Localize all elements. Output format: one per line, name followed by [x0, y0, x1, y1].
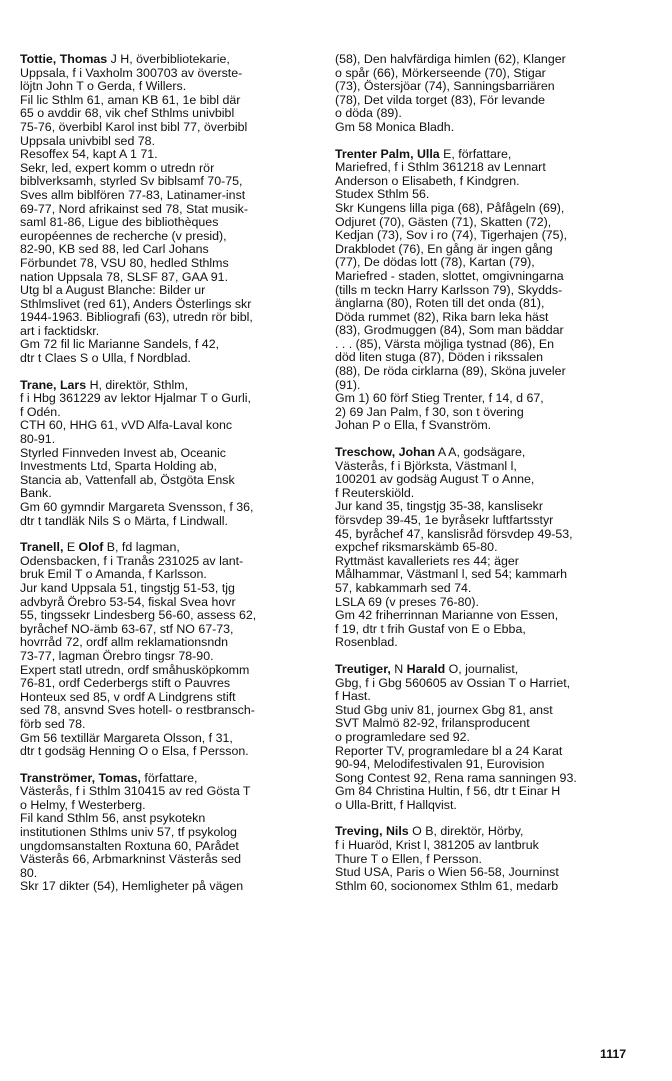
entry-line: Gm 84 Christina Hultin, f 56, dtr t Einar H: [335, 784, 561, 799]
entry-line: européennes de recherche (v presid),: [20, 228, 227, 243]
entry-name: Tranell,: [20, 540, 64, 555]
entry-line: Fil kand Sthlm 56, anst psykotekn: [20, 811, 206, 826]
entry-line: SVT Malmö 82-92, frilansproducent: [335, 716, 530, 731]
right-column: [335, 53, 635, 906]
entry-line: 80.: [20, 865, 38, 880]
entry-name-initials: E: [63, 540, 79, 555]
entry-line: (88), De röda cirklarna (89), Sköna juveler: [335, 364, 566, 379]
entry-line: f Reuterskiöld.: [335, 485, 415, 500]
entry-line: Målhammar, Västmanl l, sed 54; kammarh: [335, 567, 568, 582]
entry-line: ungdomsanstalten Roxtuna 60, PArådet: [20, 838, 239, 853]
entry-line: Gm 1) 60 förf Stieg Trenter, f 14, d 67,: [335, 391, 544, 406]
entry-line: Kedjan (73), Sov i ro (74), Tigerhajen (75),: [335, 228, 568, 243]
entry-treutiger: [335, 663, 635, 813]
entry-line: löjtn John T o Gerda, f Willers.: [20, 79, 187, 94]
entry-name: Tottie, Thomas: [20, 52, 108, 66]
page-number: 1117: [600, 1047, 627, 1061]
entry-line: (91).: [335, 377, 361, 392]
entry-line: (83), Grodmuggen (84), Som man bäddar: [335, 323, 564, 338]
entry-name-initials: N: [390, 661, 407, 676]
entry-line: o Ulla-Britt, f Hallqvist.: [335, 797, 457, 812]
entry-name: Treutiger,: [335, 661, 391, 676]
entry-name-given: Olof: [78, 540, 104, 555]
entry-line: Västerås 66, Arbmarkninst Västerås sed: [20, 852, 242, 867]
entry-line: hovrråd 72, ordf allm reklamationsndn: [20, 635, 228, 650]
entry-line: 90-94, Melodifestivalen 91, Eurovision: [335, 757, 545, 772]
entry-line: Stud Gbg univ 81, journex Gbg 81, anst: [335, 702, 553, 717]
entry-line: Uppsala, f i Vaxholm 300703 av överste-: [20, 65, 243, 80]
entry-line: Anderson o Elisabeth, f Kindgren.: [335, 173, 520, 188]
entry-tottie: [20, 53, 318, 366]
entry-line: dtr t tandläk Nils S o Märta, f Lindwall.: [20, 513, 228, 528]
entry-line: död liten stuga (87), Döden i rikssalen: [335, 350, 544, 365]
entry-line: bruk Emil T o Amanda, f Karlsson.: [20, 567, 207, 582]
entry-line: f i Huaröd, Krist l, 381205 av lantbruk: [335, 838, 539, 853]
entry-line: Sves allm biblfören 77-83, Latinamer-inst: [20, 187, 246, 202]
entry-line: J H, överbibliotekarie,: [107, 52, 230, 66]
entry-line: Förbundet 78, VSU 80, hedled Sthlms: [20, 255, 229, 270]
entry-transtromer: [20, 772, 318, 894]
entry-line: Investments Ltd, Sparta Holding ab,: [20, 459, 217, 474]
entry-line: Västerås, f i Sthlm 310415 av red Gösta T: [20, 784, 251, 799]
entry-line: Fil lic Sthlm 61, aman KB 61, 1e bibl där: [20, 92, 241, 107]
entry-line: O B, direktör, Hörby,: [408, 824, 524, 839]
entry-line: Mariefred - staden, slottet, omgivningarna: [335, 268, 564, 283]
entry-line: Döda rummet (82), Rika barn leka häst: [335, 309, 549, 324]
entry-line: Sthlm 60, socionomex Sthlm 61, medarb: [335, 878, 559, 893]
entry-line: expchef riksmarskämb 65-80.: [335, 540, 498, 555]
entry-line: Stancia ab, Vattenfall ab, Östgöta Ensk: [20, 472, 235, 487]
entry-line: CTH 60, HHG 61, vVD Alfa-Laval konc: [20, 418, 233, 433]
entry-line: Jur kand Uppsala 51, tingstjg 51-53, tjg: [20, 580, 235, 595]
entry-line: Thure T o Ellen, f Persson.: [335, 851, 482, 866]
entry-line: Gm 60 gymndir Margareta Svensson, f 36,: [20, 500, 254, 514]
entry-line: (78), Det vilda torget (83), För levande: [335, 92, 546, 107]
entry-tranell: [20, 541, 318, 759]
entry-line: Gbg, f i Gbg 560605 av Ossian T o Harriet,: [335, 675, 571, 690]
entry-line: Jur kand 35, tingstjg 35-38, kanslisekr: [335, 499, 543, 514]
entry-line: Uppsala univbibl sed 78.: [20, 133, 156, 148]
entry-treving: [335, 825, 635, 893]
entry-line: Mariefred, f i Sthlm 361218 av Lennart: [335, 160, 546, 175]
entry-line: Gm 72 fil lic Marianne Sandels, f 42,: [20, 337, 220, 352]
entry-line: Honteux sed 85, v ordf A Lindgrens stift: [20, 689, 236, 704]
entry-line: 2) 69 Jan Palm, f 30, son t övering: [335, 404, 524, 419]
entry-line: 82-90, KB sed 88, led Carl Johans: [20, 242, 209, 257]
entry-line: 76-81, ordf Cederbergs stift o Pauvres: [20, 676, 231, 691]
entry-line: saml 81-86, Ligue des bibliothèques: [20, 215, 219, 230]
entry-line: LSLA 69 (v preses 76-80).: [335, 594, 479, 609]
entry-line: 69-77, Nord afrikainst sed 78, Stat musik-: [20, 201, 248, 216]
entry-line: (77), De dödas lott (78), Kartan (79),: [335, 255, 535, 270]
entry-line: dtr t Claes S o Ulla, f Nordblad.: [20, 351, 191, 366]
entry-treschow: [335, 446, 635, 650]
entry-line: A A, godsägare,: [435, 445, 526, 460]
entry-line: Odjuret (70), Gästen (71), Skatten (72),: [335, 214, 552, 229]
entry-line: dtr t godsäg Henning O o Elsa, f Persson.: [20, 744, 249, 759]
entry-line: B, fd lagman,: [103, 540, 180, 555]
entry-line: 65 o avddir 68, vik chef Sthlms univbibl: [20, 106, 235, 121]
entry-line: änglarna (80), Roten till det onda (81),: [335, 296, 545, 311]
entry-line: 80-91.: [20, 432, 56, 447]
entry-line: Sekr, led, expert komm o utredn rör: [20, 160, 215, 175]
entry-line: f i Hbg 361229 av lektor Hjalmar T o Gurli,: [20, 391, 251, 406]
entry-line: Reporter TV, programledare bl a 24 Karat: [335, 743, 563, 758]
left-column: [20, 53, 318, 907]
entry-line: Skr Kungens lilla piga (68), Påfågeln (69),: [335, 200, 565, 215]
entry-line: Styrled Finnveden Invest ab, Oceanic: [20, 445, 226, 460]
entry-line: (58), Den halvfärdiga himlen (62), Klanger: [335, 52, 566, 66]
entry-line: Rosenblad.: [335, 635, 398, 650]
entry-name: Trenter Palm, Ulla: [335, 146, 440, 161]
entry-line: 75-76, överbibl Karol inst bibl 77, överbibl: [20, 119, 248, 134]
entry-line: art i facktidskr.: [20, 323, 100, 338]
entry-line: Skr 17 dikter (54), Hemligheter på vägen: [20, 879, 244, 894]
entry-line: institutionen Sthlms univ 57, tf psykolog: [20, 825, 237, 840]
entry-line: 57, kabkammarh sed 74.: [335, 580, 472, 595]
entry-line: Sthlmslivet (red 61), Anders Österlings skr: [20, 296, 252, 311]
entry-line: f Odén.: [20, 404, 61, 419]
entry-line: förb sed 78.: [20, 716, 86, 731]
entry-line: 73-77, lagman Örebro tingsr 78-90.: [20, 648, 214, 663]
entry-line: Studex Sthlm 56.: [335, 187, 430, 202]
entry-line: Utg bl a August Blanche: Bilder ur: [20, 283, 206, 298]
entry-line: E, författare,: [439, 146, 512, 161]
entry-line: 45, byråchef 47, kanslisråd försvdep 49-53,: [335, 526, 573, 541]
entry-trenter-palm: [335, 148, 635, 433]
entry-line: Gm 56 textillär Margareta Olsson, f 31,: [20, 730, 233, 745]
entry-line: nation Uppsala 78, SLSF 87, GAA 91.: [20, 269, 229, 284]
entry-line: försvdep 39-45, 1e byråsekr luftfartsstyr: [335, 513, 554, 527]
entry-line: (tills m teckn Harry Karlsson 79), Skydds-: [335, 282, 563, 297]
entry-line: Gm 42 friherrinnan Marianne von Essen,: [335, 608, 559, 623]
entry-line: Johan P o Ella, f Svanström.: [335, 418, 492, 433]
entry-line: o spår (66), Mörkerseende (70), Stigar: [335, 65, 546, 80]
entry-name-given: Harald: [406, 661, 446, 676]
entry-name: Treving, Nils: [335, 824, 409, 839]
entry-line: Västerås, f i Björksta, Västmanl l,: [335, 458, 517, 473]
entry-name: Treschow, Johan: [335, 445, 436, 460]
entry-line: o döda (89).: [335, 106, 402, 121]
entry-line: Bank.: [20, 486, 52, 501]
entry-line: (73), Östersjöar (74), Sanningsbarriären: [335, 79, 555, 94]
entry-line: Ryttmäst kavalleriets res 44; äger: [335, 553, 519, 568]
entry-line: o programledare sed 92.: [335, 729, 471, 744]
entry-line: advbyrå Örebro 53-54, fiskal Svea hovr: [20, 594, 236, 609]
entry-line: O, journalist,: [445, 661, 519, 676]
entry-line: 1944-1963. Bibliografi (63), utredn rör bibl,: [20, 310, 253, 325]
entry-line: 55, tingssekr Lindesberg 56-60, assess 62,: [20, 608, 257, 623]
entry-line: Resoffex 54, kapt A 1 71.: [20, 147, 158, 162]
entry-line: Expert statl utredn, ordf småhusköpkomm: [20, 662, 250, 677]
entry-line: 100201 av godsäg August T o Anne,: [335, 472, 535, 487]
entry-line: Song Contest 92, Rena rama sanningen 93.: [335, 770, 577, 785]
entry-line: Drakblodet (76), En gång är ingen gång: [335, 241, 553, 256]
entry-trane: [20, 379, 318, 529]
entry-line: Odensbacken, f i Tranås 231025 av lant-: [20, 553, 244, 568]
entry-line: . . . (85), Värsta möjliga tystnad (86), En: [335, 336, 554, 351]
entry-line: H, direktör, Sthlm,: [86, 377, 189, 392]
entry-line: o Helmy, f Westerberg.: [20, 797, 146, 812]
entry-transtromer-continued: [335, 53, 635, 135]
entry-line: författare,: [140, 770, 198, 785]
entry-line: f Hast.: [335, 689, 371, 704]
entry-line: Stud USA, Paris o Wien 56-58, Journinst: [335, 865, 559, 880]
entry-name: Trane, Lars: [20, 377, 87, 392]
entry-line: f 19, dtr t frih Gustaf von E o Ebba,: [335, 621, 526, 636]
entry-name: Tranströmer, Tomas,: [20, 770, 141, 785]
entry-line: biblverksamh, styrled Sv biblsamf 70-75,: [20, 174, 243, 189]
entry-line: sed 78, ansvnd Sves hotell- o restbransch-: [20, 703, 255, 718]
entry-line: Gm 58 Monica Bladh.: [335, 119, 455, 134]
entry-line: byråchef NO-ämb 63-67, stf NO 67-73,: [20, 621, 234, 636]
